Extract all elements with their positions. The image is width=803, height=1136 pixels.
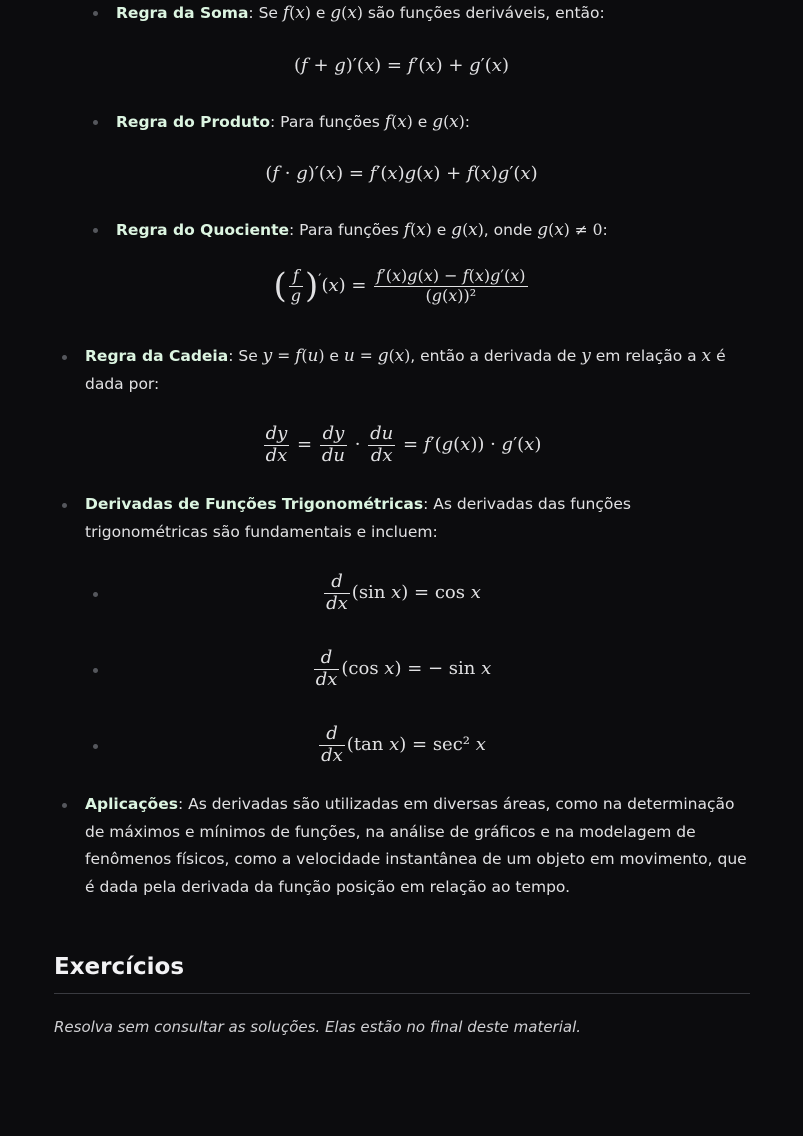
quotient-rule-item: Regra do Quociente: Para funções f(x) e g(x), onde g(x) ≠ 0: [116, 220, 608, 240]
quotient-rule-label: Regra do Quociente [116, 221, 290, 239]
quotient-rule-formula: ( $\frac{f}{g}$ )′(x) = $\frac{f'(x)g(x) - f(x)g'(x)}{\text{(g(x))²}}$ [273, 266, 526, 306]
bullet [62, 355, 67, 360]
sin-derivative-formula: $\frac{d}{dx}$ (sin x) = cos x [326, 571, 481, 614]
bullet [62, 803, 67, 808]
exercises-note: Resolva sem consultar as soluções. Elas estão no final deste material. [54, 1018, 582, 1036]
product-rule-item: Regra do Produto: Para funções f(x) e g(x): [116, 112, 471, 132]
tan-derivative-formula: $\frac{d}{dx}$ (tan x) = sec² x [321, 723, 486, 766]
trig-rule-item: Derivadas de Funções Trigonométricas: As derivadas das funções trigonométricas são fundamentais e incluem: [85, 495, 631, 541]
chain-rule-formula: $\frac{dy}{dx}$ = $\frac{dy}{du}$ · $\frac{du}{dx}$ = f′(g(x)) · g′(x) [265, 423, 542, 466]
heading-divider [54, 993, 750, 994]
chain-rule-label: Regra da Cadeia [85, 347, 229, 365]
bullet [93, 120, 98, 125]
chain-rule-item: Regra da Cadeia: Se y = f(u) e u = g(x), então a derivada de y em relação a x é dada por: [85, 346, 726, 393]
product-rule-label: Regra do Produto [116, 113, 271, 131]
bullet [62, 503, 67, 508]
applications-label: Aplicações [85, 795, 178, 813]
sum-rule-formula: (f + g)′(x) = f′(x) + g′(x) [294, 55, 509, 76]
sum-rule-item: Regra da Soma: Se f(x) e g(x) são funções deriváveis, então: [116, 3, 605, 23]
trig-rule-label: Derivadas de Funções Trigonométricas [85, 495, 424, 513]
bullet [93, 228, 98, 233]
sum-rule-label: Regra da Soma [116, 4, 249, 22]
cos-derivative-formula: $\frac{d}{dx}$ (cos x) = − sin x [315, 647, 492, 690]
applications-item: Aplicações: As derivadas são utilizadas em diversas áreas, como na determinação de máximos e mínimos de funções, na análise de gráficos e na modelagem de fenômenos físicos, como a velocidade instantânea de um objeto em movimento, que é dada pela derivada da função posição em relação ao tempo. [85, 795, 747, 896]
bullet [93, 11, 98, 16]
product-rule-formula: (f · g)′(x) = f′(x)g(x) + f(x)g′(x) [265, 163, 538, 184]
exercises-heading: Exercícios [54, 954, 185, 980]
